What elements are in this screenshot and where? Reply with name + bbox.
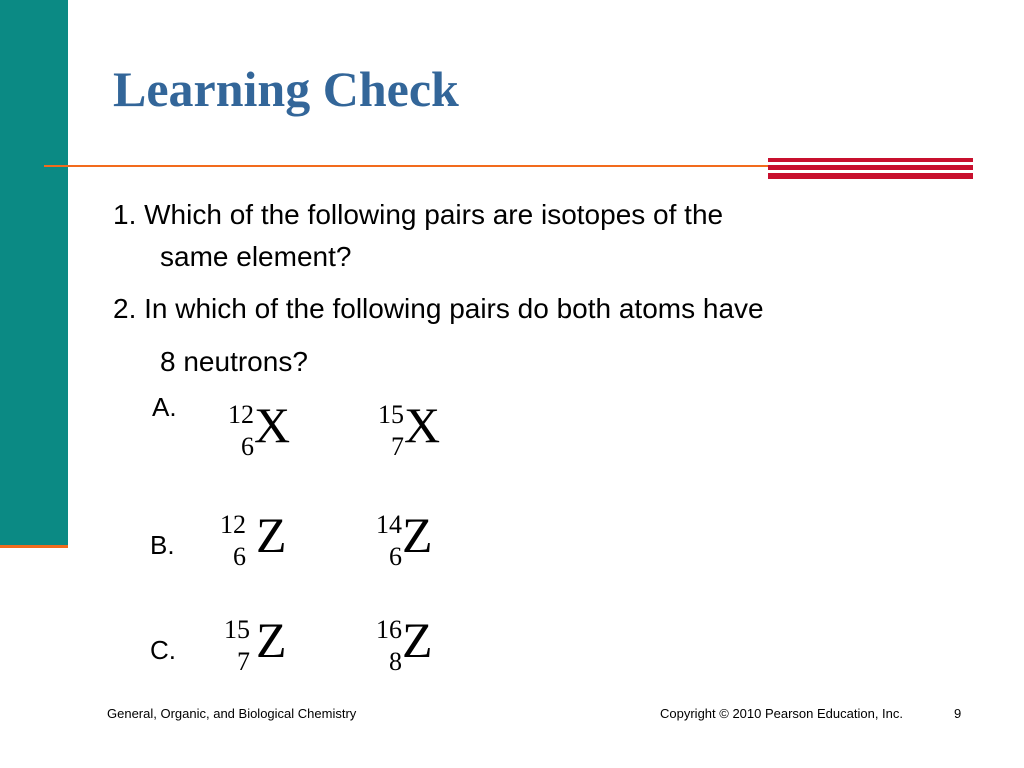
mass-number: 12	[228, 400, 254, 429]
atomic-number: 7	[237, 647, 250, 676]
element-symbol: X	[404, 397, 441, 453]
isotope-c2	[366, 612, 496, 685]
element-symbol: Z	[256, 612, 287, 668]
element-symbol: Z	[402, 507, 433, 563]
atomic-number: 8	[389, 647, 402, 676]
isotope-scripts	[368, 400, 404, 470]
footer-page-number: 9	[954, 706, 962, 721]
mass-number: 15	[224, 615, 250, 644]
option-a-label: A.	[152, 392, 177, 422]
atomic-number: 6	[241, 432, 254, 461]
mass-number: 14	[376, 510, 402, 539]
footer-copyright: Copyright © 2010 Pearson Education, Inc.	[660, 706, 904, 721]
isotope-scripts	[218, 400, 254, 470]
mass-number: 16	[376, 615, 402, 644]
isotope-scripts	[210, 510, 246, 580]
element-symbol: Z	[256, 507, 287, 563]
slide-title: Learning Check	[113, 61, 459, 117]
accent-stripe	[768, 158, 973, 162]
question-1-line2: same element?	[160, 241, 352, 272]
element-symbol: X	[254, 397, 291, 453]
mass-number: 12	[220, 510, 246, 539]
isotope-a2	[368, 397, 498, 470]
option-b-label: B.	[150, 530, 175, 560]
sidebar-band	[0, 0, 68, 546]
option-c-label: C.	[150, 635, 176, 665]
atomic-number: 6	[233, 542, 246, 571]
isotope-b2	[366, 507, 496, 580]
title-rule	[44, 165, 784, 167]
isotope-scripts	[366, 510, 402, 580]
atomic-number: 7	[391, 432, 404, 461]
footer-course-title: General, Organic, and Biological Chemistry	[107, 706, 357, 721]
mass-number: 15	[378, 400, 404, 429]
accent-stripe	[768, 173, 973, 179]
accent-stripe	[768, 165, 973, 170]
isotope-scripts	[366, 615, 402, 685]
isotope-a1	[218, 397, 348, 470]
sidebar-underline	[0, 545, 68, 548]
question-1-line1: 1. Which of the following pairs are isotopes of the	[113, 199, 724, 230]
question-2-line1: 2. In which of the following pairs do both atoms have	[113, 293, 764, 324]
isotope-b1	[210, 507, 340, 580]
accent-stripes	[768, 158, 973, 179]
isotope-c1	[214, 612, 344, 685]
isotope-scripts	[214, 615, 250, 685]
element-symbol: Z	[402, 612, 433, 668]
atomic-number: 6	[389, 542, 402, 571]
question-2-line2: 8 neutrons?	[160, 346, 308, 377]
